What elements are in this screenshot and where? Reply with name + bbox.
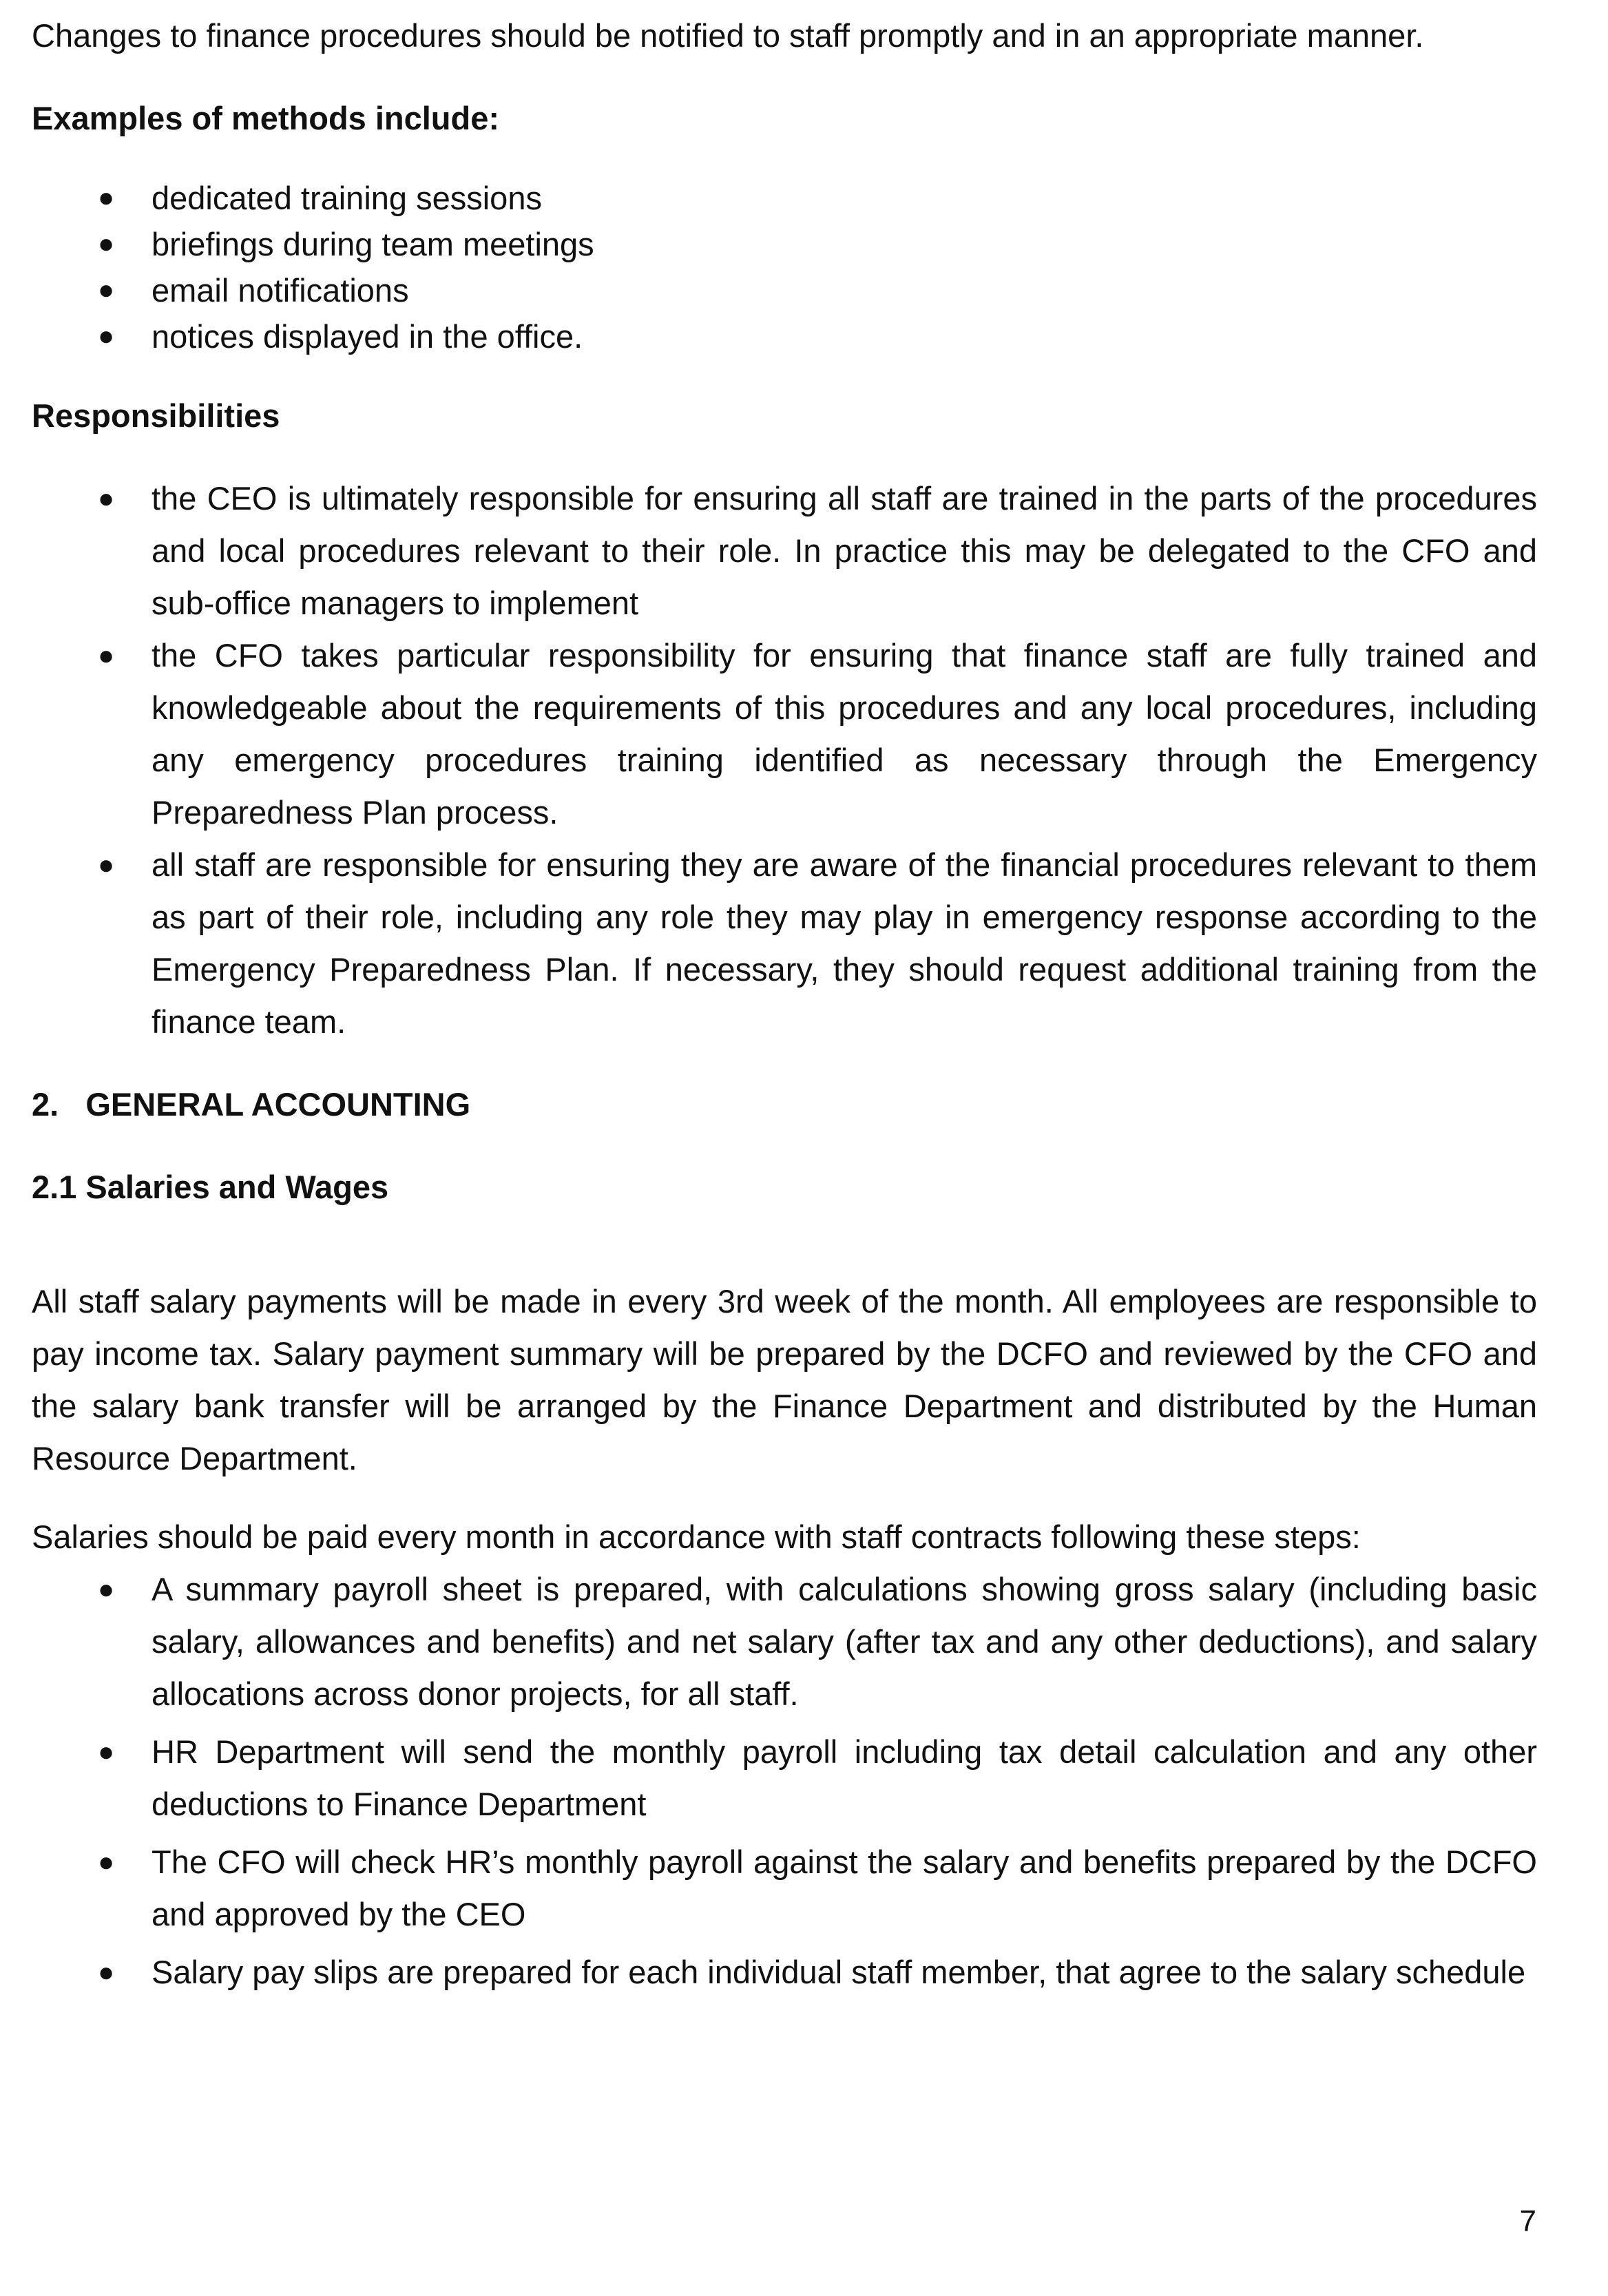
- intro-paragraph: Changes to finance procedures should be notified to staff promptly and in an appropriate manner.: [32, 17, 1424, 54]
- list-item: ● HR Department will send the monthly payroll including tax detail calculation and any other deductions to Finance Department: [32, 1726, 1537, 1830]
- responsibilities-heading: Responsibilities: [32, 397, 280, 434]
- bullet-icon: ●: [98, 1957, 115, 1987]
- list-item: ● Salary pay slips are prepared for each individual staff member, that agree to the salary schedule: [32, 1946, 1537, 1998]
- list-item: ● A summary payroll sheet is prepared, with calculations showing gross salary (including basic salary, allowances and benefits) and net salary (after tax and any other deductions), and salary allocations across donor projects, for all staff.: [32, 1563, 1537, 1720]
- methods-list: [32, 175, 1537, 359]
- bullet-icon: ●: [98, 1847, 115, 1877]
- list-item: ● the CFO takes particular responsibility for ensuring that finance staff are fully trained and knowledgeable about the requirements of this procedures and any local procedures, including any emergency procedures training identified as necessary through the Emergency Preparedness Plan process.: [32, 629, 1537, 839]
- bullet-icon: ●: [98, 182, 115, 213]
- page-number: 7: [1519, 2204, 1536, 2238]
- methods-heading: Examples of methods include:: [32, 100, 500, 136]
- list-item: ● email notifications: [32, 267, 1537, 313]
- bullet-icon: ●: [98, 483, 115, 514]
- list-item: ● notices displayed in the office.: [32, 313, 1537, 359]
- bullet-icon: ●: [98, 850, 115, 880]
- bullet-icon: ●: [98, 1574, 115, 1605]
- list-item: ● dedicated training sessions: [32, 175, 1537, 221]
- bullet-icon: ●: [98, 1737, 115, 1767]
- responsibilities-list: [32, 472, 1537, 1048]
- document-page: [32, 10, 1537, 2004]
- salary-paragraph: All staff salary payments will be made in every 3rd week of the month. All employees are responsible to pay income tax. Salary payment summary will be prepared by the DCFO and reviewed by the CFO and the salary bank transfer will be arranged by the Finance Department and distributed by the Human Resource Department.: [32, 1283, 1537, 1476]
- list-item: ● all staff are responsible for ensuring they are aware of the financial procedures relevant to them as part of their role, including any role they may play in emergency response according to the Emergency Preparedness Plan. If necessary, they should request additional training from the finance team.: [32, 839, 1537, 1048]
- section-2-1-heading: 2.1 Salaries and Wages: [32, 1169, 389, 1205]
- bullet-icon: ●: [98, 321, 115, 351]
- section-2-heading: 2. GENERAL ACCOUNTING: [32, 1086, 471, 1123]
- bullet-icon: ●: [98, 640, 115, 671]
- list-item: ● the CEO is ultimately responsible for ensuring all staff are trained in the parts of the procedures and local procedures relevant to their role. In practice this may be delegated to the CFO and sub-office managers to implement: [32, 472, 1537, 629]
- list-item: ● briefings during team meetings: [32, 221, 1537, 267]
- salary-steps-list: [32, 1563, 1537, 1998]
- bullet-icon: ●: [98, 275, 115, 305]
- list-item: ● The CFO will check HR’s monthly payroll against the salary and benefits prepared by the DCFO and approved by the CEO: [32, 1836, 1537, 1941]
- salary-steps-intro: Salaries should be paid every month in accordance with staff contracts following these steps:: [32, 1519, 1361, 1555]
- bullet-icon: ●: [98, 229, 115, 259]
